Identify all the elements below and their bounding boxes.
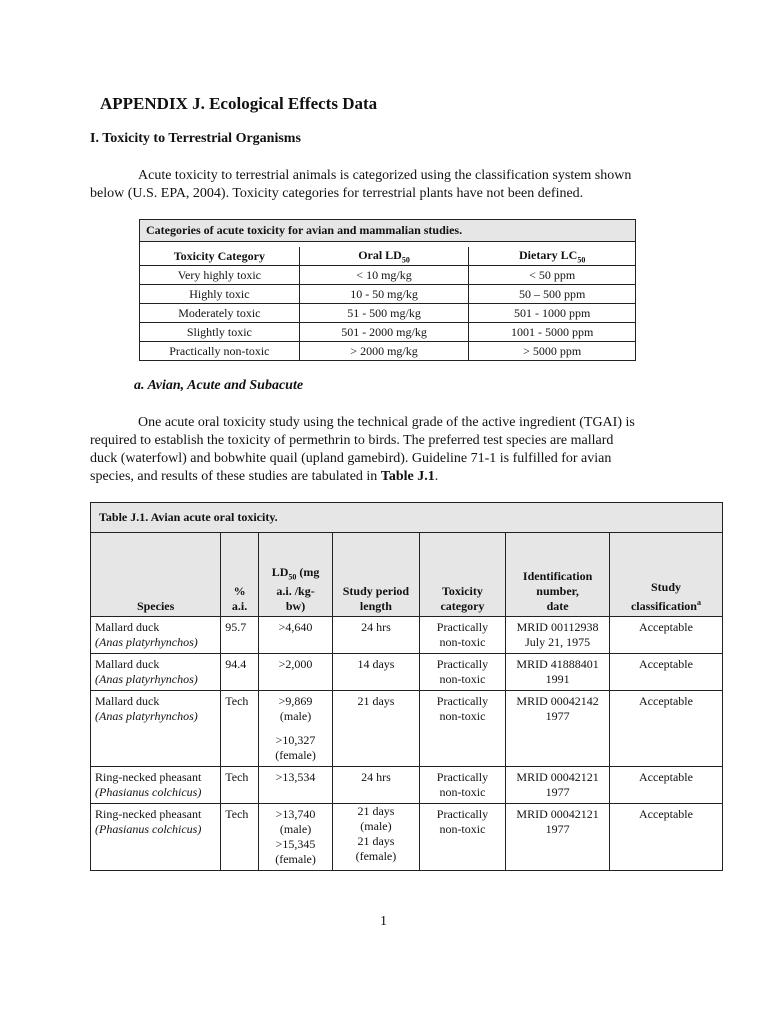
column-header-ai: % a.i. [221,533,259,617]
paragraph-line: species, and results of these studies are tabulated in Table J.1. [90,469,439,484]
avian-toxicity-table [90,502,723,871]
column-header-ident: Identification number, date [506,533,610,617]
column-header: Toxicity Category [140,247,300,266]
table-reference: Table J.1 [380,469,435,484]
paragraph-line: Acute toxicity to terrestrial animals is categorized using the classification system shown [138,168,632,183]
intro-paragraph [90,167,690,203]
column-header-period: Study period length [333,533,420,617]
column-header-species: Species [91,533,221,617]
table-row: Ring-necked pheasant (Phasianus colchicus) Tech >13,740 (male) >15,345 (female) 21 days (male) 21 days (female) Practically non-toxic MRID 00042121 1977 Acceptable [91,804,723,871]
table-row: Highly toxic 10 - 50 mg/kg 50 – 500 ppm [140,285,636,304]
column-header-classification: Study classification$^a$ [609,533,722,617]
subsection-title: a. Avian, Acute and Subacute [134,378,304,393]
table-caption: Table J.1. Avian acute oral toxicity. [91,503,723,533]
table-row: Practically non-toxic > 2000 mg/kg > 5000 ppm [140,342,636,361]
column-header-category: Toxicity category [419,533,506,617]
table-row: Very highly toxic < 10 mg/kg < 50 ppm [140,266,636,285]
column-header: Oral $LD_{50}$ [299,247,469,266]
table-row: Mallard duck (Anas platyrhynchos) 94.4 >2,000 14 days Practically non-toxic MRID 41888401 1991 Acceptable [91,654,723,691]
table-caption: Categories of acute toxicity for avian and mammalian studies. [140,220,636,242]
paragraph-line: One acute oral toxicity study using the technical grade of the active ingredient (TGAI) is [138,415,635,430]
appendix-title: APPENDIX J. Ecological Effects Data [100,94,378,113]
table-row: Ring-necked pheasant (Phasianus colchicus) Tech >13,534 24 hrs Practically non-toxic MRID 00042121 1977 Acceptable [91,767,723,804]
section-title: I. Toxicity to Terrestrial Organisms [90,131,301,146]
table-row: Mallard duck (Anas platyrhynchos) 95.7 >4,640 24 hrs Practically non-toxic MRID 00112938 July 21, 1975 Acceptable [91,617,723,654]
paragraph-line: required to establish the toxicity of permethrin to birds. The preferred test species are mallard [90,433,614,448]
toxicity-categories-table [139,219,636,361]
page-number: 1 [380,914,387,929]
column-header-ld50: $LD_{50}$ (mg a.i. /kg- bw) [258,533,332,617]
table-row: Mallard duck (Anas platyrhynchos) Tech >9,869 (male) >10,327 (female) 21 days Practically non-toxic MRID 00042142 1977 Acceptable [91,691,723,767]
table-row: Slightly toxic 501 - 2000 mg/kg 1001 - 5000 ppm [140,323,636,342]
paragraph-line: below (U.S. EPA, 2004). Toxicity categories for terrestrial plants have not been defined. [90,186,584,201]
avian-paragraph [90,414,690,486]
table-row: Moderately toxic 51 - 500 mg/kg 501 - 1000 ppm [140,304,636,323]
column-header: Dietary $LC_{50}$ [469,247,636,266]
paragraph-line: duck (waterfowl) and bobwhite quail (upland gamebird). Guideline 71-1 is fulfilled for avian [90,451,612,466]
